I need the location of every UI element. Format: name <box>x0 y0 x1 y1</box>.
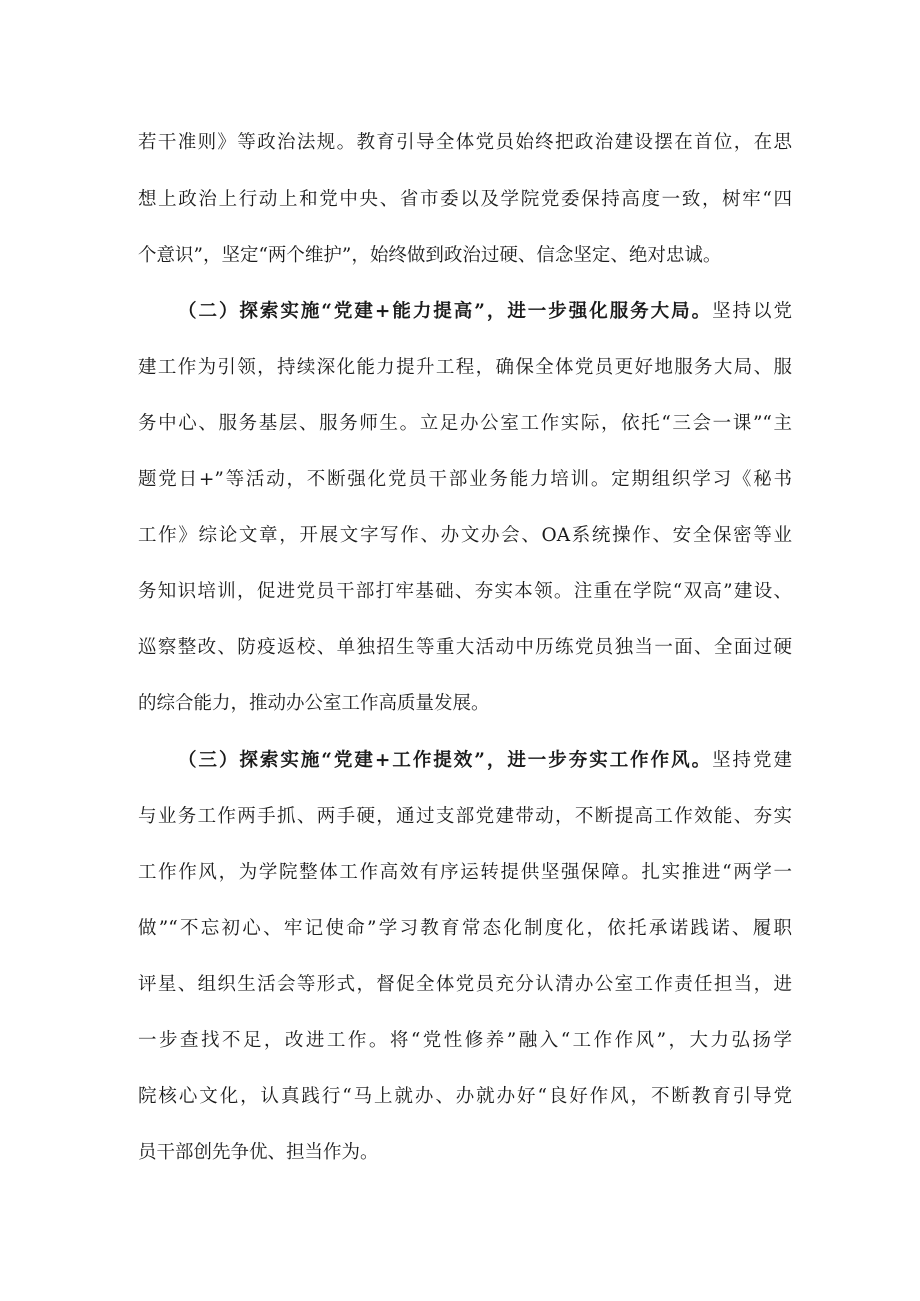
paragraph-2-line-1: 建工作为引领，持续深化能力提升工程，确保全体党员更好地服务大局、服 <box>138 357 792 378</box>
paragraph-2-line-7: 的综合能力，推动办公室工作高质量发展。 <box>138 693 490 714</box>
paragraph-1-line-2: 想上政治上行动上和党中央、省市委以及学院党委保持高度一致，树牢“四 <box>138 189 792 210</box>
paragraph-2-line-6: 巡察整改、防疫返校、单独招生等重大活动中历练党员独当一面、全面过硬 <box>138 637 792 658</box>
paragraph-3-line-3: 做”“不忘初心、牢记使命”学习教育常态化制度化，依托承诺践诺、履职 <box>138 918 792 939</box>
paragraph-3-first-line <box>178 749 792 773</box>
paragraph-2-line-2: 务中心、服务基层、服务师生。立足办公室工作实际，依托“三会一课”“主 <box>138 413 792 434</box>
paragraph-2-line-4: 工作》综论文章，开展文字写作、办文办会、OA系统操作、安全保密等业 <box>138 525 792 546</box>
paragraph-3-line-1: 与业务工作两手抓、两手硬，通过支部党建带动，不断提高工作效能、夯实 <box>138 806 792 827</box>
paragraph-2-line-3: 题党日+”等活动，不断强化党员干部业务能力培训。定期组织学习《秘书 <box>138 469 792 490</box>
paragraph-3-heading: （三）探索实施“党建+工作提效”，进一步夯实工作作风。 <box>178 750 713 771</box>
paragraph-3-line-2: 工作作风，为学院整体工作高效有序运转提供坚强保障。扎实推进“两学一 <box>138 862 792 883</box>
paragraph-2-line-5: 务知识培训，促进党员干部打牢基础、夯实本领。注重在学院“双高”建设、 <box>138 581 792 602</box>
paragraph-2-first-line <box>178 300 792 324</box>
paragraph-3-heading-rest: 坚持党建 <box>712 750 792 771</box>
paragraph-3-line-5: 一步查找不足，改进工作。将“党性修养”融入“工作作风”，大力弘扬学 <box>138 1030 792 1051</box>
paragraph-2-heading-rest: 坚持以党 <box>712 301 792 322</box>
paragraph-2-heading: （二）探索实施“党建+能力提高”，进一步强化服务大局。 <box>178 301 713 322</box>
paragraph-3-line-7: 员干部创先争优、担当作为。 <box>138 1142 379 1163</box>
paragraph-3-line-4: 评星、组织生活会等形式，督促全体党员充分认清办公室工作责任担当，进 <box>138 974 792 995</box>
paragraph-1-line-3: 个意识”，坚定“两个维护”，始终做到政治过硬、信念坚定、绝对忠诚。 <box>138 245 722 266</box>
paragraph-1-line-1: 若干准则》等政治法规。教育引导全体党员始终把政治建设摆在首位，在思 <box>138 132 792 153</box>
paragraph-3-line-6: 院核心文化，认真践行“马上就办、办就办好“良好作风，不断教育引导党 <box>138 1086 792 1107</box>
